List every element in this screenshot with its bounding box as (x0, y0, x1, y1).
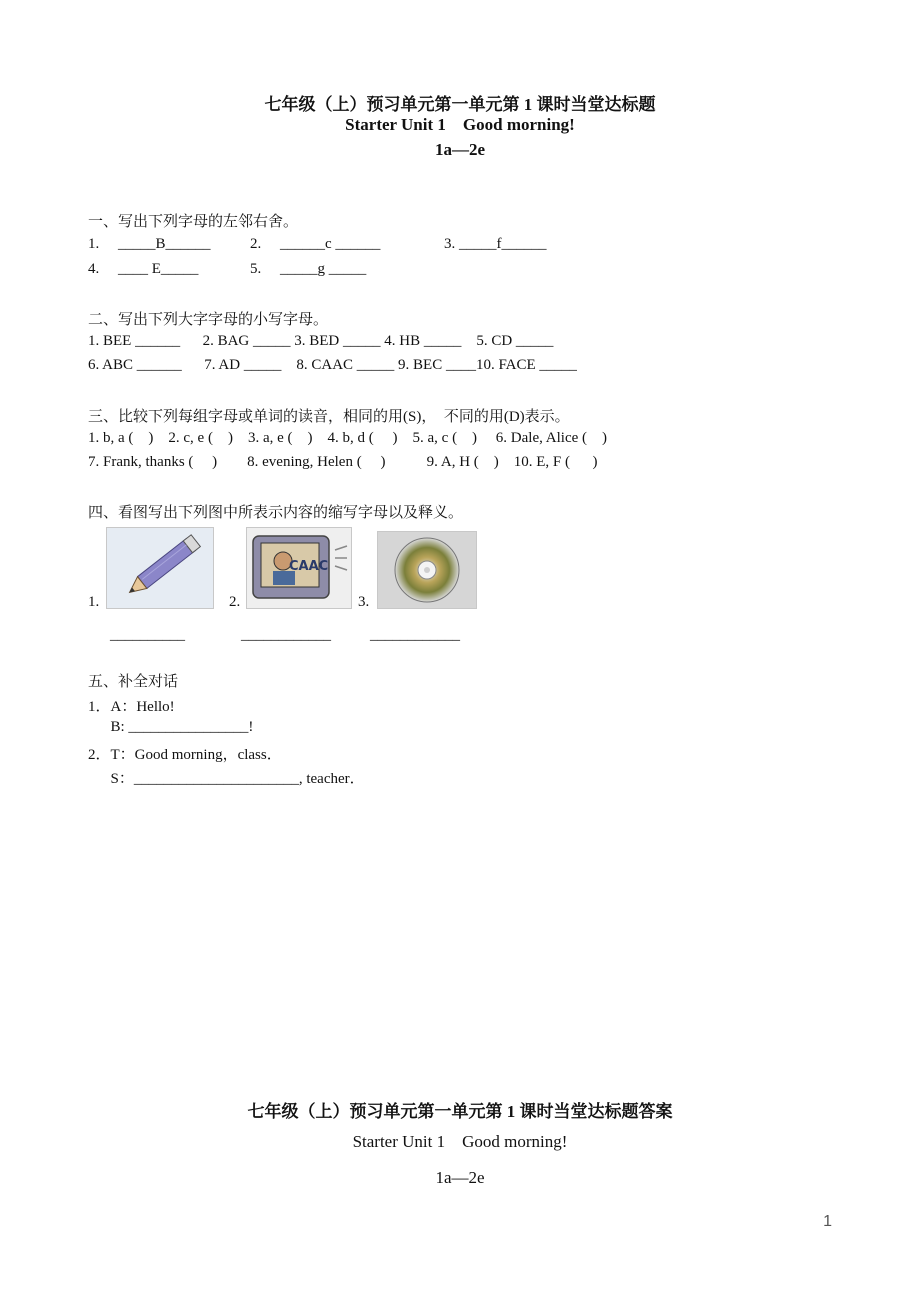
section3-heading: 三、比较下列每组字母或单词的读音，相同的用(S)， 不同的用(D)表示。 (88, 409, 570, 425)
pic-label-2: 2. (229, 594, 241, 610)
answers-subtitle: Starter Unit 1 Good morning! (352, 1132, 568, 1151)
s1-item-1: 1. _____B______ (88, 236, 211, 252)
page-title: 七年级（上）预习单元第一单元第 1 课时当堂达标题 (264, 95, 656, 114)
answers-title: 七年级（上）预习单元第一单元第 1 课时当堂达标题答案 (247, 1102, 673, 1121)
pic-blank-2[interactable]: ____________ (241, 627, 331, 643)
cd-image (377, 531, 477, 609)
s1-item-2: 2. ______c ______ (250, 236, 381, 252)
page-number: 1 (823, 1213, 832, 1230)
caac-card-image (246, 527, 352, 609)
pic-blank-3[interactable]: ____________ (370, 627, 460, 643)
unit-subtitle: Starter Unit 1 Good morning! (345, 115, 575, 134)
cd-disc-icon (378, 532, 476, 608)
s1-item-3: 3. _____f______ (444, 236, 547, 252)
id-card-icon (247, 528, 351, 608)
section1-heading: 一、写出下列字母的左邻右舍。 (88, 214, 299, 230)
unit-range: 1a—2e (434, 140, 486, 159)
pencil-image (106, 527, 214, 609)
dialog-line-1: 1．A：Hello! (88, 699, 175, 715)
s1-item-4: 4. ____ E_____ (88, 261, 199, 277)
pic-label-3: 3. (358, 594, 370, 610)
s3-row-2: 7. Frank, thanks ( ) 8. evening, Helen ( ) 9. A, H ( ) 10. E, F ( ) (88, 454, 598, 470)
pencil-icon (107, 528, 213, 608)
dialog-line-4: S：______________________, teacher． (88, 771, 365, 787)
pic-blank-1[interactable]: __________ (110, 627, 185, 643)
s1-item-5: 5. _____g _____ (250, 261, 367, 277)
pic-label-1: 1. (88, 594, 100, 610)
dialog-line-3: 2．T：Good morning，class． (88, 747, 282, 763)
answers-range: 1a—2e (435, 1168, 485, 1187)
s2-row-1: 1. BEE ______ 2. BAG _____ 3. BED _____ 4. HB _____ 5. CD _____ (88, 333, 554, 349)
card-text: CAAC (289, 559, 329, 574)
dialog-line-2: B: ________________! (88, 719, 254, 735)
section4-heading: 四、看图写出下列图中所表示内容的缩写字母以及释义。 (88, 505, 464, 521)
section5-heading: 五、补全对话 (88, 674, 179, 690)
s3-row-1: 1. b, a ( ) 2. c, e ( ) 3. a, e ( ) 4. b, d ( ) 5. a, c ( ) 6. Dale, Alice ( ) (88, 430, 608, 446)
s2-row-2: 6. ABC ______ 7. AD _____ 8. CAAC _____ 9. BEC ____10. FACE _____ (88, 357, 577, 373)
section2-heading: 二、写出下列大字字母的小写字母。 (88, 312, 329, 328)
